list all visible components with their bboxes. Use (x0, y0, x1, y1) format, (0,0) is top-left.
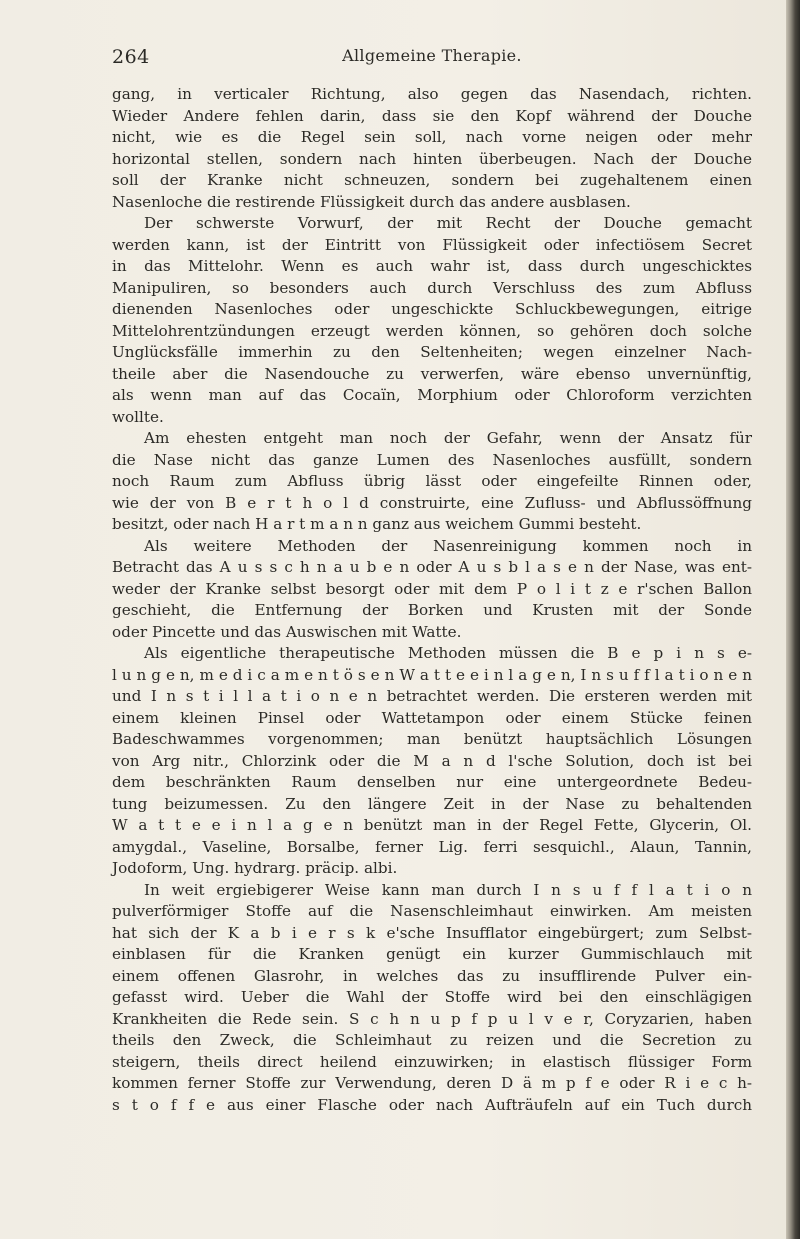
text-line: amygdal., Vaseline, Borsalbe, ferner Lig. ferri sesquichl., Alaun, Tannin, (112, 837, 752, 856)
text-line: einem kleinen Pinsel oder Wattetampon oder einem Stücke feinen (112, 708, 752, 727)
page-binding-edge (786, 0, 800, 1239)
text-line: steigern, theils direct heilend einzuwirken; in elastisch flüssiger Form (112, 1052, 752, 1071)
text-line: Unglücksfälle immerhin zu den Seltenheiten; wegen einzelner Nach- (112, 343, 752, 361)
text-line: s t o f f e aus einer Flasche oder nach Aufträufeln auf ein Tuch durch (112, 1095, 752, 1114)
text-line: Nasenloche die restirende Flüssigkeit durch das andere ausblasen. (112, 192, 631, 211)
text-line: Krankheiten die Rede sein. S c h n u p f p u l v e r, Coryzarien, haben (112, 1009, 752, 1028)
text-line: einem offenen Glasrohr, in welches das zu insufflirende Pulver ein- (112, 966, 752, 985)
text-line: Wieder Andere fehlen darin, dass sie den Kopf während der Douche (112, 106, 752, 125)
text-line: Betracht das A u s s c h n a u b e n oder A u s b l a s e n der Nase, was ent- (112, 558, 752, 576)
text-line: wie der von B e r t h o l d construirte, eine Zufluss- und Abflussöffnung (112, 493, 752, 512)
text-line: gefasst wird. Ueber die Wahl der Stoffe wird bei den einschlägigen (112, 988, 752, 1006)
text-line: In weit ergiebigerer Weise kann man durch I n s u f f l a t i o n (144, 880, 752, 899)
text-line: in das Mittelohr. Wenn es auch wahr ist, dass durch ungeschicktes (112, 257, 752, 275)
text-line: Jodoform, Ung. hydrarg. präcip. albi. (112, 859, 398, 877)
text-line: geschieht, die Entfernung der Borken und Krusten mit der Sonde (112, 601, 752, 619)
text-line: soll der Kranke nicht schneuzen, sondern bei zugehaltenem einen (112, 171, 752, 189)
text-line: Als eigentliche therapeutische Methoden müssen die B e p i n s e- (144, 644, 752, 662)
body-text (112, 84, 752, 1116)
text-line: Badeschwammes vorgenommen; man benützt hauptsächlich Lösungen (112, 730, 752, 748)
text-line: einblasen für die Kranken genügt ein kurzer Gummischlauch mit (112, 945, 752, 963)
text-line: theile aber die Nasendouche zu verwerfen, wäre ebenso unvernünftig, (112, 364, 752, 383)
text-line: l u n g e n, m e d i c a m e n t ö s e n W a t t e e i n l a g e n, I n s u f f l a t i o n e n (112, 665, 752, 684)
text-line: horizontal stellen, sondern nach hinten überbeugen. Nach der Douche (112, 149, 752, 168)
text-line: wollte. (112, 407, 164, 426)
running-title: Allgemeine Therapie. (342, 46, 522, 65)
text-line: pulverförmiger Stoffe auf die Nasenschleimhaut einwirken. Am meisten (112, 902, 752, 920)
text-line: von Arg nitr., Chlorzink oder die M a n d l'sche Solution, doch ist bei (112, 751, 752, 770)
page-number: 264 (112, 46, 150, 68)
text-line: hat sich der K a b i e r s k e'sche Insufflator eingebürgert; zum Selbst- (112, 923, 752, 942)
text-line: werden kann, ist der Eintritt von Flüssigkeit oder infectiösem Secret (112, 235, 752, 254)
text-line: dem beschränkten Raum denselben nur eine untergeordnete Bedeu- (112, 773, 752, 791)
text-line: Manipuliren, so besonders auch durch Verschluss des zum Abfluss (112, 278, 752, 297)
text-line: W a t t e e i n l a g e n benützt man in der Regel Fette, Glycerin, Ol. (112, 816, 752, 834)
text-line: und I n s t i l l a t i o n e n betrachtet werden. Die ersteren werden mit (112, 687, 752, 705)
text-line: besitzt, oder nach H a r t m a n n ganz aus weichem Gummi besteht. (112, 515, 642, 533)
text-line: oder Pincette und das Auswischen mit Watte. (112, 622, 462, 641)
running-head (112, 46, 752, 70)
text-line: Mittelohrentzündungen erzeugt werden können, so gehören doch solche (112, 321, 752, 340)
text-line: Der schwerste Vorwurf, der mit Recht der Douche gemacht (144, 214, 752, 232)
text-line: Am ehesten entgeht man noch der Gefahr, wenn der Ansatz für (144, 429, 752, 447)
text-line: die Nase nicht das ganze Lumen des Nasenloches ausfüllt, sondern (112, 450, 752, 469)
text-line: Als weitere Methoden der Nasenreinigung kommen noch in (144, 536, 752, 555)
text-line: als wenn man auf das Cocaïn, Morphium oder Chloroform verzichten (112, 386, 752, 404)
text-line: gang, in verticaler Richtung, also gegen das Nasendach, richten. (112, 85, 752, 103)
text-line: kommen ferner Stoffe zur Verwendung, deren D ä m p f e oder R i e c h- (112, 1074, 752, 1092)
text-line: weder der Kranke selbst besorgt oder mit dem P o l i t z e r'schen Ballon (112, 579, 752, 598)
text-line: theils den Zweck, die Schleimhaut zu reizen und die Secretion zu (112, 1031, 752, 1049)
text-line: nicht, wie es die Regel sein soll, nach vorne neigen oder mehr (112, 128, 752, 146)
text-line: dienenden Nasenloches oder ungeschickte Schluckbewegungen, eitrige (112, 300, 752, 318)
text-line: noch Raum zum Abfluss übrig lässt oder eingefeilte Rinnen oder, (112, 472, 752, 490)
text-line: tung beizumessen. Zu den längere Zeit in der Nase zu behaltenden (112, 794, 752, 813)
